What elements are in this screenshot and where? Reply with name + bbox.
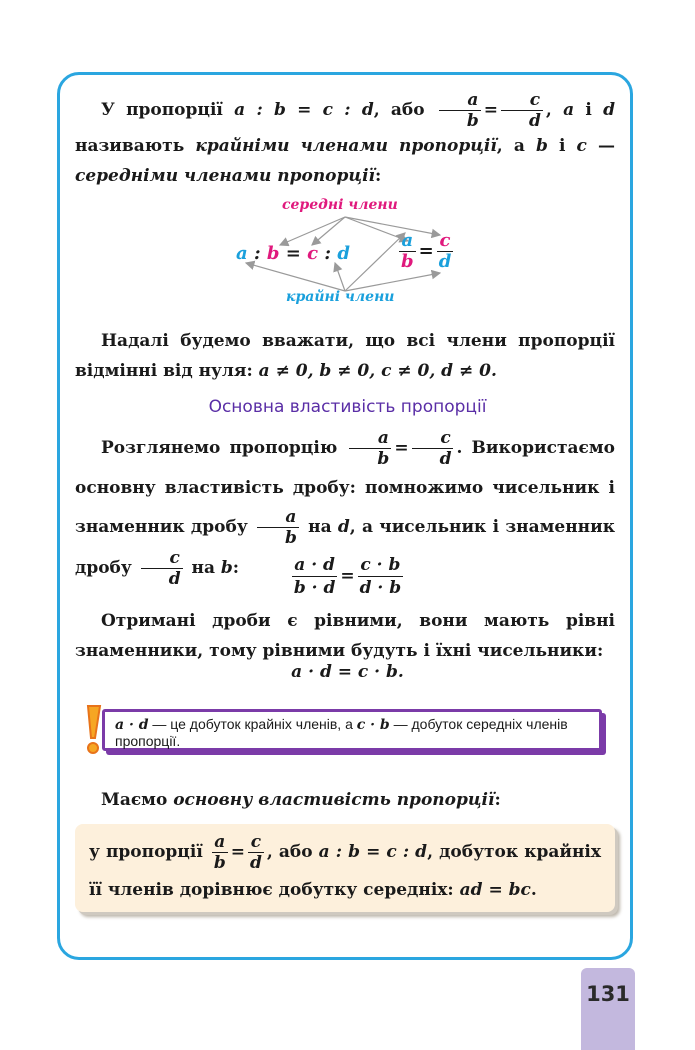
note-text: a · d — це добуток крайніх членів, а c · b — добуток середніх членів пропорції. <box>102 709 602 751</box>
proportion-fraction-form: $\frac{a}{b}$ = $\frac{c}{d}$ <box>401 230 452 272</box>
nonzero-paragraph: Надалі будемо вважати, що всі члени пропорції відмінні від нуля: a ≠ 0, b ≠ 0, c ≠ 0, d ≠ 0. <box>75 331 615 381</box>
fraction-c-d: $\frac{c}{d}$ <box>501 90 543 131</box>
page-number: 131 <box>586 982 630 1006</box>
term-extreme: крайніми членами пропорції <box>195 136 497 156</box>
intro-paragraph: У пропорції a : b = c : d, або $\frac{a}{b}$ = $\frac{c}{d}$ , a і d називають крайніми членами пропорції, а b і c — середніми членами пропорції: <box>75 90 616 186</box>
equal-fractions-paragraph: Отримані дроби є рівними, вони мають рівні знаменники, тому рівними будуть і їхні чисельники: <box>75 611 615 661</box>
proportion-colon-form: a : b = c : d <box>236 243 350 264</box>
note-callout <box>80 704 610 764</box>
rule-box: у пропорції $\frac{a}{b}$ = $\frac{c}{d}$ , або a : b = c : d, добуток крайніх її членів дорівнює добутку середніх: ad = bc. <box>75 824 615 912</box>
term-middle: середніми членами пропорції <box>75 166 375 186</box>
consider-paragraph: Розглянемо пропорцію $\frac{a}{b}$ = $\frac{c}{d}$ . Використаємо основну властивість дробу: помножимо чисельник і знаменник дробу $\frac{a}{b}$ на d, а чисельник і знаменник дробу $\frac{c}{d}$ на b: <box>75 428 615 589</box>
arrow-mid-to-c <box>312 217 345 245</box>
fraction-a-b: $\frac{a}{b}$ <box>439 90 481 131</box>
label-middle-terms: середні члени <box>282 197 398 213</box>
arrow-ext-to-d <box>335 263 345 291</box>
have-paragraph: Маємо основну властивість пропорції: <box>101 790 501 810</box>
arrow-mid-to-b <box>280 217 345 245</box>
fraction-formula: $\frac{a \cdot d}{b \cdot d}$ = $\frac{c \cdot b}{d \cdot b}$ <box>293 555 402 598</box>
section-heading: Основна властивість пропорції <box>208 397 487 417</box>
products-equation: a · d = c · b. <box>291 662 404 682</box>
label-extreme-terms: крайні члени <box>286 289 395 305</box>
proportion-diagram <box>200 193 490 313</box>
page-tab <box>581 968 635 1050</box>
arrow-ext-to-a <box>246 263 345 291</box>
